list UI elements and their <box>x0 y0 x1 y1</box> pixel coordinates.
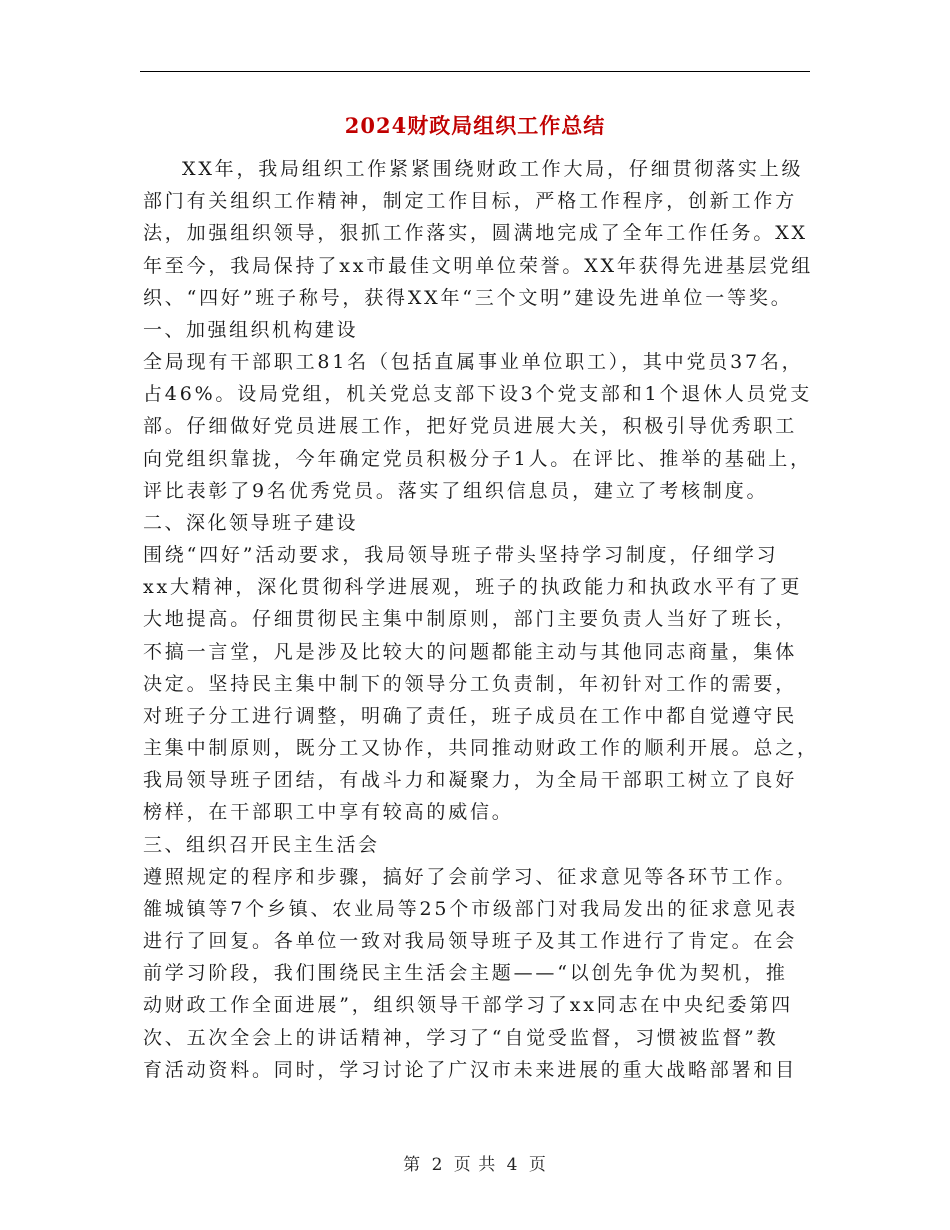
body-line: 年至今，我局保持了xx市最佳文明单位荣誉。XX年获得先进基层党组 <box>143 255 814 277</box>
body-line: 雒城镇等7个乡镇、农业局等25个市级部门对我局发出的征求意见表 <box>143 898 799 920</box>
body-line: 大地提高。仔细贯彻民主集中制原则，部门主要负责人当好了班长， <box>143 608 798 630</box>
body-line: 占46%。设局党组，机关党总支部下设3个党支部和1个退休人员党支 <box>143 383 813 405</box>
body-line: 对班子分工进行调整，明确了责任，班子成员在工作中都自觉遵守民 <box>143 705 798 727</box>
page-label-mid: 页 共 <box>453 1155 497 1175</box>
document-title: 2024财政局组织工作总结 <box>344 113 606 138</box>
current-page-number: 2 <box>431 1155 444 1175</box>
body-line: 遵照规定的程序和步骤，搞好了会前学习、征求意见等各环节工作。 <box>143 866 798 888</box>
section-heading: 三、组织召开民主生活会 <box>143 834 380 856</box>
header-rule <box>140 71 810 72</box>
body-line: 我局领导班子团结，有战斗力和凝聚力，为全局干部职工树立了良好 <box>143 769 798 791</box>
body-line: 决定。坚持民主集中制下的领导分工负责制，年初针对工作的需要， <box>143 673 798 695</box>
body-line: 部门有关组织工作精神，制定工作目标，严格工作程序，创新工作方 <box>143 190 798 212</box>
total-pages-number: 4 <box>506 1155 519 1175</box>
page-label-prefix: 第 <box>403 1155 422 1175</box>
body-line: 部。仔细做好党员进展工作，把好党员进展大关，积极引导优秀职工 <box>143 415 798 437</box>
body-line: 榜样，在干部职工中享有较高的威信。 <box>143 801 514 823</box>
body-line: 次、五次全会上的讲话精神，学习了“自觉受监督，习惯被监督”教 <box>143 1027 779 1049</box>
body-line: 法，加强组织领导，狠抓工作落实，圆满地完成了全年工作任务。XX <box>143 222 808 244</box>
body-line: XX年，我局组织工作紧紧围绕财政工作大局，仔细贯彻落实上级 <box>182 158 804 180</box>
body-line: 向党组织靠拢，今年确定党员积极分子1人。在评比、推举的基础上， <box>143 448 812 470</box>
body-line: 前学习阶段，我们围绕民主生活会主题——“以创先争优为契机，推 <box>143 962 788 984</box>
body-line: xx大精神，深化贯彻科学进展观，班子的执政能力和执政水平有了更 <box>143 576 803 598</box>
section-heading: 一、加强组织机构建设 <box>143 319 359 341</box>
body-line: 评比表彰了9名优秀党员。落实了组织信息员，建立了考核制度。 <box>143 480 769 502</box>
body-line: 育活动资料。同时，学习讨论了广汉市未来进展的重大战略部署和目 <box>143 1059 798 1081</box>
body-line: 织、“四好”班子称号，获得XX年“三个文明”建设先进单位一等奖。 <box>143 287 793 309</box>
body-line: 全局现有干部职工81名（包括直属事业单位职工），其中党员37名， <box>143 351 804 373</box>
body-line: 围绕“四好”活动要求，我局领导班子带头坚持学习制度，仔细学习 <box>143 544 779 566</box>
body-line: 不搞一言堂，凡是涉及比较大的问题都能主动与其他同志商量，集体 <box>143 641 798 663</box>
page-footer <box>0 1152 950 1178</box>
body-line: 主集中制原则，既分工又协作，共同推动财政工作的顺利开展。总之， <box>143 737 819 759</box>
page-label-suffix: 页 <box>528 1155 547 1175</box>
body-line: 动财政工作全面进展”，组织领导干部学习了xx同志在中央纪委第四 <box>143 994 793 1016</box>
body-line: 进行了回复。各单位一致对我局领导班子及其工作进行了肯定。在会 <box>143 930 798 952</box>
section-heading: 二、深化领导班子建设 <box>143 512 359 534</box>
